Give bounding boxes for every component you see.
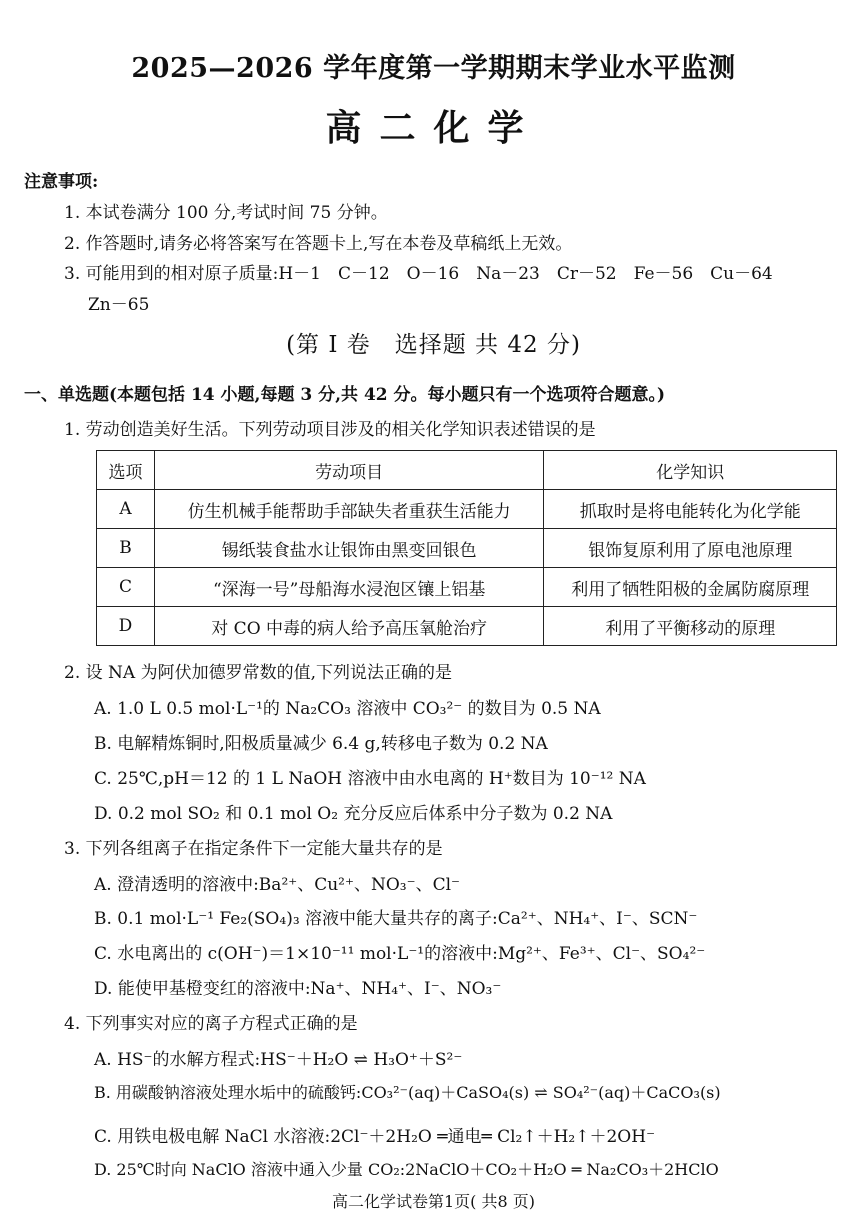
notice-item-2: 2. 作答题时,请务必将答案写在答题卡上,写在本卷及草稿纸上无效。 (64, 234, 573, 254)
notice-item-1: 1. 本试卷满分 100 分,考试时间 75 分钟。 (64, 203, 388, 223)
exam-title: 2025—2026 学年度第一学期期末学业水平监测 (131, 53, 736, 84)
table-cell: 仿生机械手能帮助手部缺失者重获生活能力 (154, 490, 543, 529)
q2-option-c: C. 25℃,pH＝12 的 1 L NaOH 溶液中由水电离的 H⁺数目为 10⁻¹² NA (94, 769, 646, 789)
q3-stem: 3. 下列各组离子在指定条件下一定能大量共存的是 (64, 839, 443, 859)
table-cell: “深海一号”母船海水浸泡区镶上铝基 (154, 568, 543, 607)
q3-option-a: A. 澄清透明的溶液中:Ba²⁺、Cu²⁺、NO₃⁻、Cl⁻ (94, 875, 460, 895)
table-row (97, 490, 837, 529)
q1-table (96, 450, 837, 646)
q1-stem: 1. 劳动创造美好生活。下列劳动项目涉及的相关化学知识表述错误的是 (64, 420, 596, 440)
table-header-row (97, 451, 837, 490)
table-header-cell: 选项 (97, 451, 155, 490)
q2-option-d: D. 0.2 mol SO₂ 和 0.1 mol O₂ 充分反应后体系中分子数为 0.2 NA (94, 804, 613, 824)
q2-option-b: B. 电解精炼铜时,阳极质量减少 6.4 g,转移电子数为 0.2 NA (94, 734, 548, 754)
table-row (97, 607, 837, 646)
table-row (97, 529, 837, 568)
q4-option-b: B. 用碳酸钠溶液处理水垢中的硫酸钙:CO₃²⁻(aq)＋CaSO₄(s) ⇌ SO₄²⁻(aq)＋CaCO₃(s) (94, 1083, 721, 1102)
table-cell: 利用了平衡移动的原理 (544, 607, 837, 646)
part-heading: 一、单选题(本题包括 14 小题,每题 3 分,共 42 分。每小题只有一个选项符合题意。) (24, 385, 666, 405)
table-cell: C (97, 568, 155, 607)
table-header-cell: 劳动项目 (154, 451, 543, 490)
q3-option-c: C. 水电离出的 c(OH⁻)＝1×10⁻¹¹ mol·L⁻¹的溶液中:Mg²⁺、Fe³⁺、Cl⁻、SO₄²⁻ (94, 944, 706, 964)
notice-item-3: 3. 可能用到的相对原子质量:H－1 C－12 O－16 Na－23 Cr－52 Fe－56 Cu－64 (64, 264, 773, 284)
notice-item-3-cont: Zn－65 (88, 295, 150, 315)
table-cell: 对 CO 中毒的病人给予高压氧舱治疗 (154, 607, 543, 646)
table-cell: D (97, 607, 155, 646)
table-cell: 抓取时是将电能转化为化学能 (544, 490, 837, 529)
q3-option-b: B. 0.1 mol·L⁻¹ Fe₂(SO₄)₃ 溶液中能大量共存的离子:Ca²⁺、NH₄⁺、I⁻、SCN⁻ (94, 909, 698, 929)
subject-title: 高二化学 (325, 107, 542, 149)
section-title: (第 Ⅰ 卷 选择题 共 42 分) (286, 332, 581, 358)
table-cell: 利用了牺牲阳极的金属防腐原理 (544, 568, 837, 607)
table-cell: 锡纸装食盐水让银饰由黑变回银色 (154, 529, 543, 568)
table-cell: 银饰复原利用了原电池原理 (544, 529, 837, 568)
q4-option-c: C. 用铁电极电解 NaCl 水溶液:2Cl⁻＋2H₂O ═通电═ Cl₂↑＋H₂↑＋2OH⁻ (94, 1127, 656, 1147)
table-row (97, 568, 837, 607)
table-cell: B (97, 529, 155, 568)
notice-heading: 注意事项: (24, 172, 99, 192)
q4-option-a: A. HS⁻的水解方程式:HS⁻＋H₂O ⇌ H₃O⁺＋S²⁻ (94, 1050, 463, 1070)
table-header-cell: 化学知识 (544, 451, 837, 490)
q3-option-d: D. 能使甲基橙变红的溶液中:Na⁺、NH₄⁺、I⁻、NO₃⁻ (94, 979, 502, 999)
table-cell: A (97, 490, 155, 529)
q2-option-a: A. 1.0 L 0.5 mol·L⁻¹的 Na₂CO₃ 溶液中 CO₃²⁻ 的数目为 0.5 NA (94, 699, 601, 719)
q4-option-d: D. 25℃时向 NaClO 溶液中通入少量 CO₂:2NaClO＋CO₂＋H₂O ═ Na₂CO₃＋2HClO (94, 1160, 719, 1179)
q2-stem: 2. 设 NA 为阿伏加德罗常数的值,下列说法正确的是 (64, 663, 452, 683)
q4-stem: 4. 下列事实对应的离子方程式正确的是 (64, 1014, 358, 1034)
page-footer: 高二化学试卷第1页( 共8 页) (331, 1192, 536, 1211)
